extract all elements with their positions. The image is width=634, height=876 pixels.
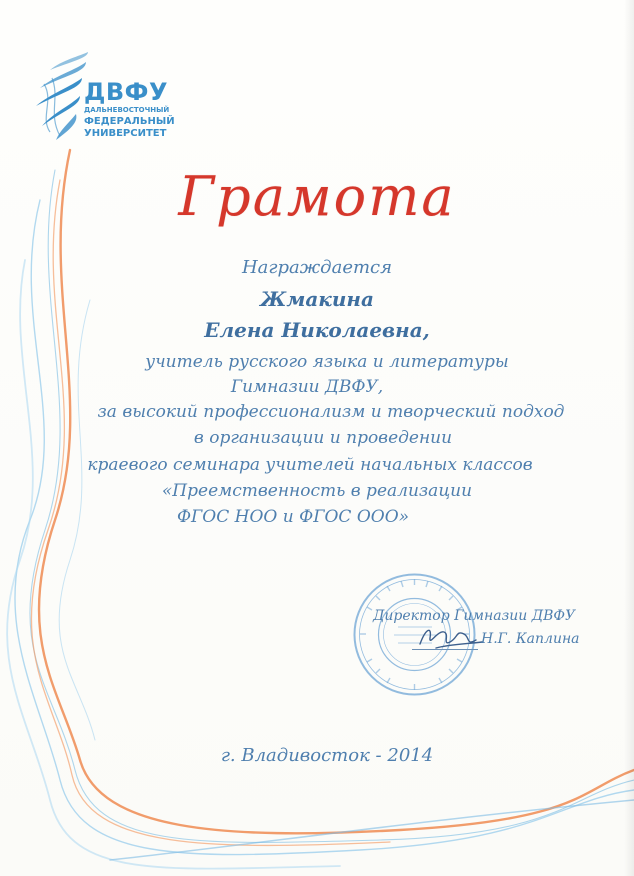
logo-sub-line-1: ДАЛЬНЕВОСТОЧНЫЙ <box>84 106 170 114</box>
body-line-6: «Преемственность в реализации <box>161 481 473 501</box>
signatory-title: Директор Гимназии ДВФУ <box>373 608 576 624</box>
award-intro: Награждается <box>241 257 393 278</box>
body-line-1: учитель русского языка и литературы <box>145 352 509 372</box>
body-line-2: Гимназии ДВФУ, <box>230 377 384 397</box>
body-line-3: за высокий профессионализм и творческий подход <box>97 402 565 422</box>
logo-sub-line-2: ФЕДЕРАЛЬНЫЙ <box>84 116 175 127</box>
body-line-5: краевого семинара учителей начальных классов <box>87 455 533 475</box>
body-line-7: ФГОС НОО и ФГОС ООО» <box>176 507 410 527</box>
wave-blue-4 <box>110 800 634 860</box>
logo-sub-line-3: УНИВЕРСИТЕТ <box>84 128 167 139</box>
signatory-name: Н.Г. Каплина <box>481 631 580 647</box>
certificate-title: Грамота <box>178 165 456 228</box>
logo-name: ДВФУ <box>84 78 168 106</box>
recipient-given-names: Елена Николаевна, <box>204 318 430 342</box>
place-and-date: г. Владивосток - 2014 <box>220 745 434 766</box>
handwritten-signature <box>416 618 486 654</box>
recipient-surname: Жмакина <box>260 287 374 311</box>
body-line-4: в организации и проведении <box>193 428 453 448</box>
logo-subtitle <box>84 105 175 140</box>
page-edge-shadow <box>624 0 634 876</box>
